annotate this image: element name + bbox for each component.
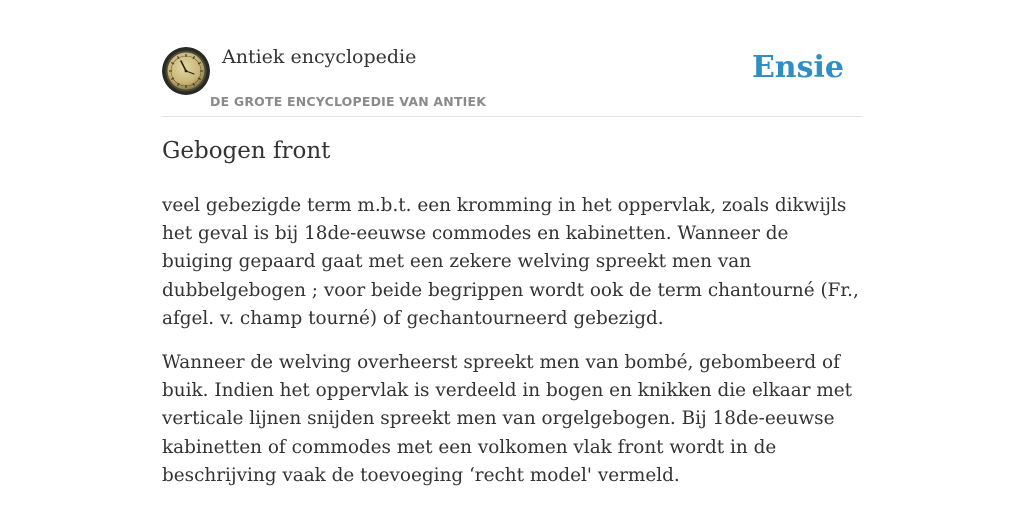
antique-clock-icon-graphic — [162, 47, 210, 95]
antique-clock-icon[interactable] — [162, 47, 210, 95]
ensie-logo[interactable]: Ensie — [751, 50, 844, 85]
site-subtitle: DE GROTE ENCYCLOPEDIE VAN ANTIEK — [210, 94, 487, 109]
article-body — [162, 192, 862, 506]
article-paragraph-1: veel gebezigde term m.b.t. een kromming in het oppervlak, zoals dikwijls het geval is bij 18de-eeuwse commodes en kabinetten. Wanneer de buiging gepaard gaat met een zekere welving spreekt men van dubbelgebogen ; voor beide begrippen wordt ook de term chantourné (Fr., afgel. v. champ tourné) of gechantourneerd gebezigd. — [162, 195, 859, 329]
article-paragraph-2: Wanneer de welving overheerst spreekt men van bombé, gebombeerd of buik. Indien het oppervlak is verdeeld in bogen en knikken die elkaar met verticale lijnen snijden spreekt men van orgelgebogen. Bij 18de-eeuwse kabinetten of commodes met een volkomen vlak front wordt in de beschrijving vaak de toevoeging ‘recht model' vermeld. — [162, 352, 853, 486]
site-header — [162, 44, 862, 117]
article-title: Gebogen front — [162, 138, 331, 164]
site-name[interactable]: Antiek encyclopedie — [222, 46, 417, 68]
